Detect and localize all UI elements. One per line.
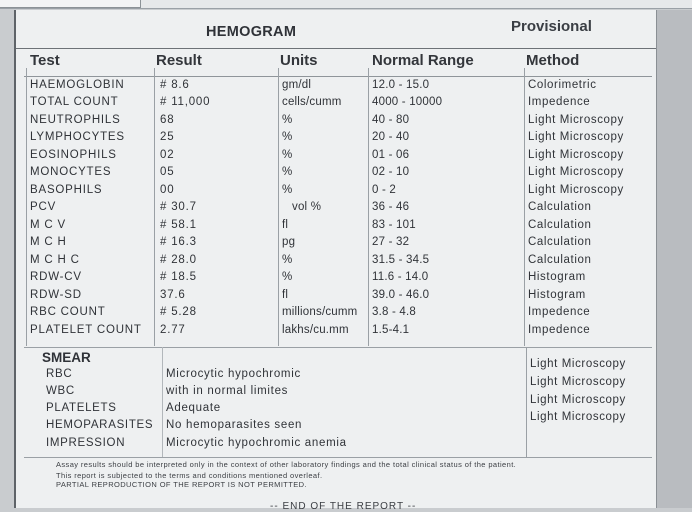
col-result-header: Result (156, 52, 202, 69)
test-unit: millions/cumm (282, 306, 358, 318)
end-of-report: -- END OF THE REPORT -- (270, 501, 417, 512)
test-name: EOSINOPHILS (30, 149, 117, 161)
test-range: 40 - 80 (372, 114, 410, 126)
smear-method: Light Microscopy (530, 376, 626, 388)
test-unit: % (282, 131, 293, 143)
test-result: # 5.28 (160, 306, 197, 318)
table-row (16, 254, 656, 271)
smear-title: SMEAR (42, 350, 91, 365)
test-result: 00 (160, 184, 175, 196)
test-result: # 58.1 (160, 219, 197, 231)
test-unit: gm/dl (282, 79, 312, 91)
table-row (16, 219, 656, 236)
test-method: Light Microscopy (528, 166, 624, 178)
footer-note-3: PARTIAL REPRODUCTION OF THE REPORT IS NOT PERMITTED. (56, 480, 307, 489)
report-paper (14, 10, 657, 512)
test-method: Light Microscopy (528, 131, 624, 143)
smear-value: Adequate (166, 402, 221, 414)
test-unit: vol % (292, 201, 322, 213)
test-unit: lakhs/cu.mm (282, 324, 349, 336)
col-units-header: Units (280, 52, 318, 69)
test-name: TOTAL COUNT (30, 96, 119, 108)
header-divider (24, 76, 652, 77)
test-unit: % (282, 114, 293, 126)
report-title: HEMOGRAM (206, 24, 297, 40)
test-result: 2.77 (160, 324, 186, 336)
test-method: Histogram (528, 289, 586, 301)
test-name: PCV (30, 201, 57, 213)
test-method: Impedence (528, 324, 591, 336)
smear-name: WBC (46, 385, 75, 397)
test-range: 12.0 - 15.0 (372, 79, 430, 91)
smear-name: IMPRESSION (46, 437, 126, 449)
test-range: 27 - 32 (372, 236, 410, 248)
table-row (16, 166, 656, 183)
test-range: 3.8 - 4.8 (372, 306, 416, 318)
test-unit: cells/cumm (282, 96, 342, 108)
test-unit: % (282, 149, 293, 161)
test-name: M C H C (30, 254, 80, 266)
test-method: Calculation (528, 254, 592, 266)
test-result: # 28.0 (160, 254, 197, 266)
report-status: Provisional (511, 18, 592, 35)
test-range: 31.5 - 34.5 (372, 254, 430, 266)
test-range: 36 - 46 (372, 201, 410, 213)
test-result: 37.6 (160, 289, 186, 301)
table-row (16, 201, 656, 218)
test-result: # 8.6 (160, 79, 190, 91)
test-method: Calculation (528, 236, 592, 248)
col-method-header: Method (526, 52, 580, 69)
smear-value: with in normal limites (166, 385, 289, 397)
test-result: 68 (160, 114, 175, 126)
test-range: 83 - 101 (372, 219, 416, 231)
test-name: RBC COUNT (30, 306, 106, 318)
test-method: Impedence (528, 306, 591, 318)
table-row (16, 79, 656, 96)
smear-value: Microcytic hypochromic anemia (166, 437, 347, 449)
table-row (16, 96, 656, 113)
test-method: Light Microscopy (528, 184, 624, 196)
test-unit: % (282, 166, 293, 178)
test-name: LYMPHOCYTES (30, 131, 125, 143)
table-row (16, 114, 656, 131)
test-range: 11.6 - 14.0 (372, 271, 429, 283)
smear-value: No hemoparasites seen (166, 419, 303, 431)
table-row (16, 324, 656, 341)
smear-method: Light Microscopy (530, 394, 626, 406)
test-result: 25 (160, 131, 175, 143)
test-method: Calculation (528, 219, 592, 231)
test-name: PLATELET COUNT (30, 324, 142, 336)
table-row (16, 306, 656, 323)
top-tab-box (0, 0, 141, 8)
smear-row (16, 437, 656, 454)
footer-note-1: Assay results should be interpreted only in the context of other laboratory findings and the total clinical status of the patient. (56, 460, 517, 469)
test-result: # 11,000 (160, 96, 211, 108)
test-name: MONOCYTES (30, 166, 112, 178)
test-method: Impedence (528, 96, 591, 108)
table-row (16, 289, 656, 306)
footer-divider (24, 457, 652, 458)
test-range: 39.0 - 46.0 (372, 289, 430, 301)
test-result: 05 (160, 166, 175, 178)
test-name: M C V (30, 219, 66, 231)
smear-method: Light Microscopy (530, 358, 626, 370)
test-name: M C H (30, 236, 67, 248)
test-result: 02 (160, 149, 175, 161)
test-result: # 30.7 (160, 201, 197, 213)
table-row (16, 149, 656, 166)
test-unit: fl (282, 219, 289, 231)
test-result: # 16.3 (160, 236, 197, 248)
test-range: 01 - 06 (372, 149, 410, 161)
table-row (16, 131, 656, 148)
test-range: 0 - 2 (372, 184, 397, 196)
test-range: 20 - 40 (372, 131, 410, 143)
test-name: RDW-SD (30, 289, 82, 301)
table-row (16, 271, 656, 288)
test-unit: % (282, 254, 293, 266)
test-range: 4000 - 10000 (372, 96, 443, 108)
smear-row (16, 411, 656, 436)
col-range-header: Normal Range (372, 52, 474, 69)
smear-name: PLATELETS (46, 402, 117, 414)
smear-name: RBC (46, 368, 73, 380)
smear-method: Light Microscopy (530, 411, 626, 423)
test-method: Light Microscopy (528, 114, 624, 126)
test-unit: fl (282, 289, 289, 301)
test-name: RDW-CV (30, 271, 82, 283)
test-unit: % (282, 184, 293, 196)
col-test-header: Test (30, 52, 60, 69)
test-range: 1.5-4.1 (372, 324, 410, 336)
smear-name: HEMOPARASITES (46, 419, 154, 431)
table-row (16, 236, 656, 253)
test-method: Colorimetric (528, 79, 597, 91)
test-result: # 18.5 (160, 271, 197, 283)
footer-note-2: This report is subjected to the terms and conditions mentioned overleaf. (56, 471, 323, 480)
test-method: Calculation (528, 201, 592, 213)
test-name: NEUTROPHILS (30, 114, 121, 126)
test-name: BASOPHILS (30, 184, 103, 196)
test-method: Light Microscopy (528, 149, 624, 161)
table-row (16, 184, 656, 201)
right-gutter (656, 10, 692, 508)
test-method: Histogram (528, 271, 586, 283)
smear-divider (24, 347, 652, 348)
test-name: HAEMOGLOBIN (30, 79, 125, 91)
test-range: 02 - 10 (372, 166, 410, 178)
smear-value: Microcytic hypochromic (166, 368, 301, 380)
test-unit: pg (282, 236, 296, 248)
report-header (16, 10, 656, 49)
test-unit: % (282, 271, 293, 283)
